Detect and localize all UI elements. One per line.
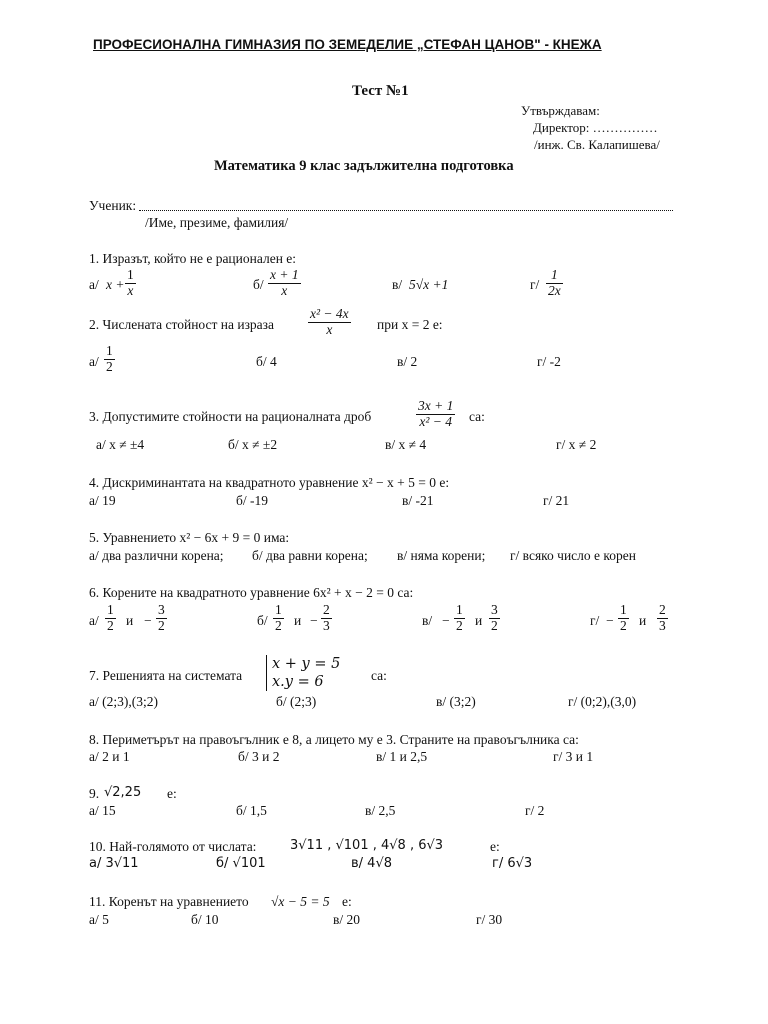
q6-c-frac-2: $\frac{3}{2}$	[491, 602, 498, 633]
test-title: Тест №1	[352, 83, 409, 99]
q1-option-a-label: а/	[89, 277, 99, 292]
q5-option-d: г/ всяко число е корен	[510, 548, 636, 563]
q9-number: 9.	[89, 786, 100, 801]
q6-option-a-label: а/	[89, 613, 99, 628]
q7-equation-1: x + y = 5	[272, 656, 341, 672]
q8-text: 8. Периметърът на правоъгълник е 8, а лицето му е 3. Страните на правоъгълника са:	[89, 732, 579, 747]
q7-option-c: в/ (3;2)	[436, 694, 476, 709]
q3-fraction: $\frac{3x + 1}{\text{x² − 4}}$	[418, 398, 454, 429]
q1-option-a-lhs: x +	[106, 277, 125, 292]
q1-option-d-frac: $\frac{1}{2x}$	[548, 267, 561, 298]
q11-equation: √x − 5 = 5	[271, 894, 330, 909]
q4-option-b: б/ -19	[236, 493, 268, 508]
q7-text: 7. Решенията на системата	[89, 668, 243, 683]
q6-b-and: и	[294, 613, 302, 628]
q6-c-frac-1: $\frac{1}{2}$	[456, 602, 463, 633]
q2-text: 2. Числената стойност на израза	[89, 317, 274, 332]
q6-d-and: и	[639, 613, 647, 628]
q5-option-b: б/ два равни корена;	[252, 548, 368, 563]
q11-tail: е:	[342, 894, 352, 909]
q10-tail: е:	[490, 839, 500, 854]
q8-option-d: г/ 3 и 1	[553, 749, 594, 764]
q1-option-c-expr: 5√x +1	[409, 277, 449, 292]
q9-option-b: б/ 1,5	[236, 803, 267, 818]
q6-d-frac-1: $\frac{1}{2}$	[620, 602, 627, 633]
q9-expression: √2,25	[104, 785, 142, 800]
q9-tail: е:	[167, 786, 177, 801]
q6-a-frac-1: $\frac{1}{2}$	[107, 602, 114, 633]
school-header: ПРОФЕСИОНАЛНА ГИМНАЗИЯ ПО ЗЕМЕДЕЛИЕ „СТЕФАН ЦАНОВ" - КНЕЖА	[93, 37, 602, 52]
q3-option-c: в/ x ≠ 4	[385, 437, 427, 452]
q3-option-a: а/ x ≠ ±4	[96, 437, 145, 452]
q3-option-d: г/ x ≠ 2	[556, 437, 597, 452]
q4-option-d: г/ 21	[543, 493, 570, 508]
q5-option-a: а/ два различни корена;	[89, 548, 224, 563]
student-label: Ученик:	[89, 198, 137, 213]
q9-option-a: а/ 15	[89, 803, 116, 818]
q1-option-a-frac: $\frac{1}{x}$	[127, 267, 134, 298]
q10-option-c: в/ 4√8	[351, 856, 392, 871]
approval-line-3: /инж. Св. Калапишева/	[534, 137, 660, 152]
q11-option-c: в/ 20	[333, 912, 360, 927]
q1-option-b-label: б/	[253, 277, 264, 292]
q7-option-b: б/ (2;3)	[276, 694, 317, 709]
q10-numbers: 3√11 , √101 , 4√8 , 6√3	[290, 838, 444, 853]
q9-option-c: в/ 2,5	[365, 803, 396, 818]
q6-a-and: и	[126, 613, 134, 628]
q6-b-frac-2: $\frac{2}{3}$	[323, 602, 330, 633]
q7-tail: са:	[371, 668, 387, 683]
q7-equation-2: x.y = 6	[272, 674, 324, 691]
q11-option-a: а/ 5	[89, 912, 109, 927]
approval-line-1: Утвърждавам:	[521, 103, 600, 118]
q7-system	[266, 655, 340, 691]
q11-text: 11. Коренът на уравнението	[89, 894, 249, 909]
q6-d-frac-2: $\frac{2}{3}$	[659, 602, 666, 633]
q6-a-minus: −	[144, 613, 152, 628]
q1-text: 1. Изразът, който не е рационален е:	[89, 251, 297, 266]
q8-option-c: в/ 1 и 2,5	[376, 749, 428, 764]
q8-option-b: б/ 3 и 2	[238, 749, 280, 764]
q10-option-a: а/ 3√11	[89, 856, 139, 871]
q6-option-c-label: в/	[422, 613, 433, 628]
subject-title: Математика 9 клас задължителна подготовка	[214, 158, 514, 174]
q1-option-c-label: в/	[392, 277, 403, 292]
q6-option-b-label: б/	[257, 613, 268, 628]
q3-option-b: б/ x ≠ ±2	[228, 437, 278, 452]
q6-b-minus: −	[310, 613, 318, 628]
q2-option-c: в/ 2	[397, 354, 418, 369]
q2-option-b: б/ 4	[256, 354, 277, 369]
name-hint: /Име, презиме, фамилия/	[145, 215, 289, 230]
q8-option-a: а/ 2 и 1	[89, 749, 130, 764]
q2-option-a-label: а/	[89, 354, 99, 369]
q7-option-d: г/ (0;2),(3,0)	[568, 694, 637, 709]
student-name-line	[139, 210, 673, 211]
q9-option-d: г/ 2	[525, 803, 545, 818]
q4-option-a: а/ 19	[89, 493, 116, 508]
q2-expression: $\frac{\text{x² − 4x}}{x}$	[310, 306, 349, 337]
q6-option-d-label: г/	[590, 613, 600, 628]
q2-condition: при x = 2 е:	[377, 317, 443, 332]
q11-option-b: б/ 10	[191, 912, 219, 927]
q4-option-c: в/ -21	[402, 493, 434, 508]
q4-text: 4. Дискриминантата на квадратното уравнение x² − x + 5 = 0 е:	[89, 475, 450, 490]
q10-option-b: б/ √101	[216, 856, 266, 871]
q3-text: 3. Допустимите стойности на рационалната дроб	[89, 409, 372, 424]
q11-option-d: г/ 30	[476, 912, 503, 927]
q6-a-frac-2: $\frac{3}{2}$	[158, 602, 165, 633]
q5-option-c: в/ няма корени;	[397, 548, 486, 563]
q1-option-b-frac: $\frac{x + 1}{x}$	[270, 267, 299, 298]
q7-option-a: а/ (2;3),(3;2)	[89, 694, 158, 709]
q2-option-a-frac: $\frac{1}{2}$	[106, 343, 113, 374]
q10-text: 10. Най-голямото от числата:	[89, 839, 257, 854]
approval-line-2: Директор: ……………	[533, 120, 658, 135]
q6-c-and: и	[475, 613, 483, 628]
q6-d-minus: −	[606, 613, 614, 628]
q1-option-d-label: г/	[530, 277, 540, 292]
q6-c-minus: −	[442, 613, 450, 628]
q2-option-d: г/ -2	[537, 354, 561, 369]
q6-b-frac-1: $\frac{1}{2}$	[275, 602, 282, 633]
q5-text: 5. Уравнението x² − 6x + 9 = 0 има:	[89, 530, 290, 545]
q6-text: 6. Корените на квадратното уравнение 6x² + x − 2 = 0 са:	[89, 585, 414, 600]
q3-tail: са:	[469, 409, 485, 424]
q10-option-d: г/ 6√3	[492, 856, 533, 871]
